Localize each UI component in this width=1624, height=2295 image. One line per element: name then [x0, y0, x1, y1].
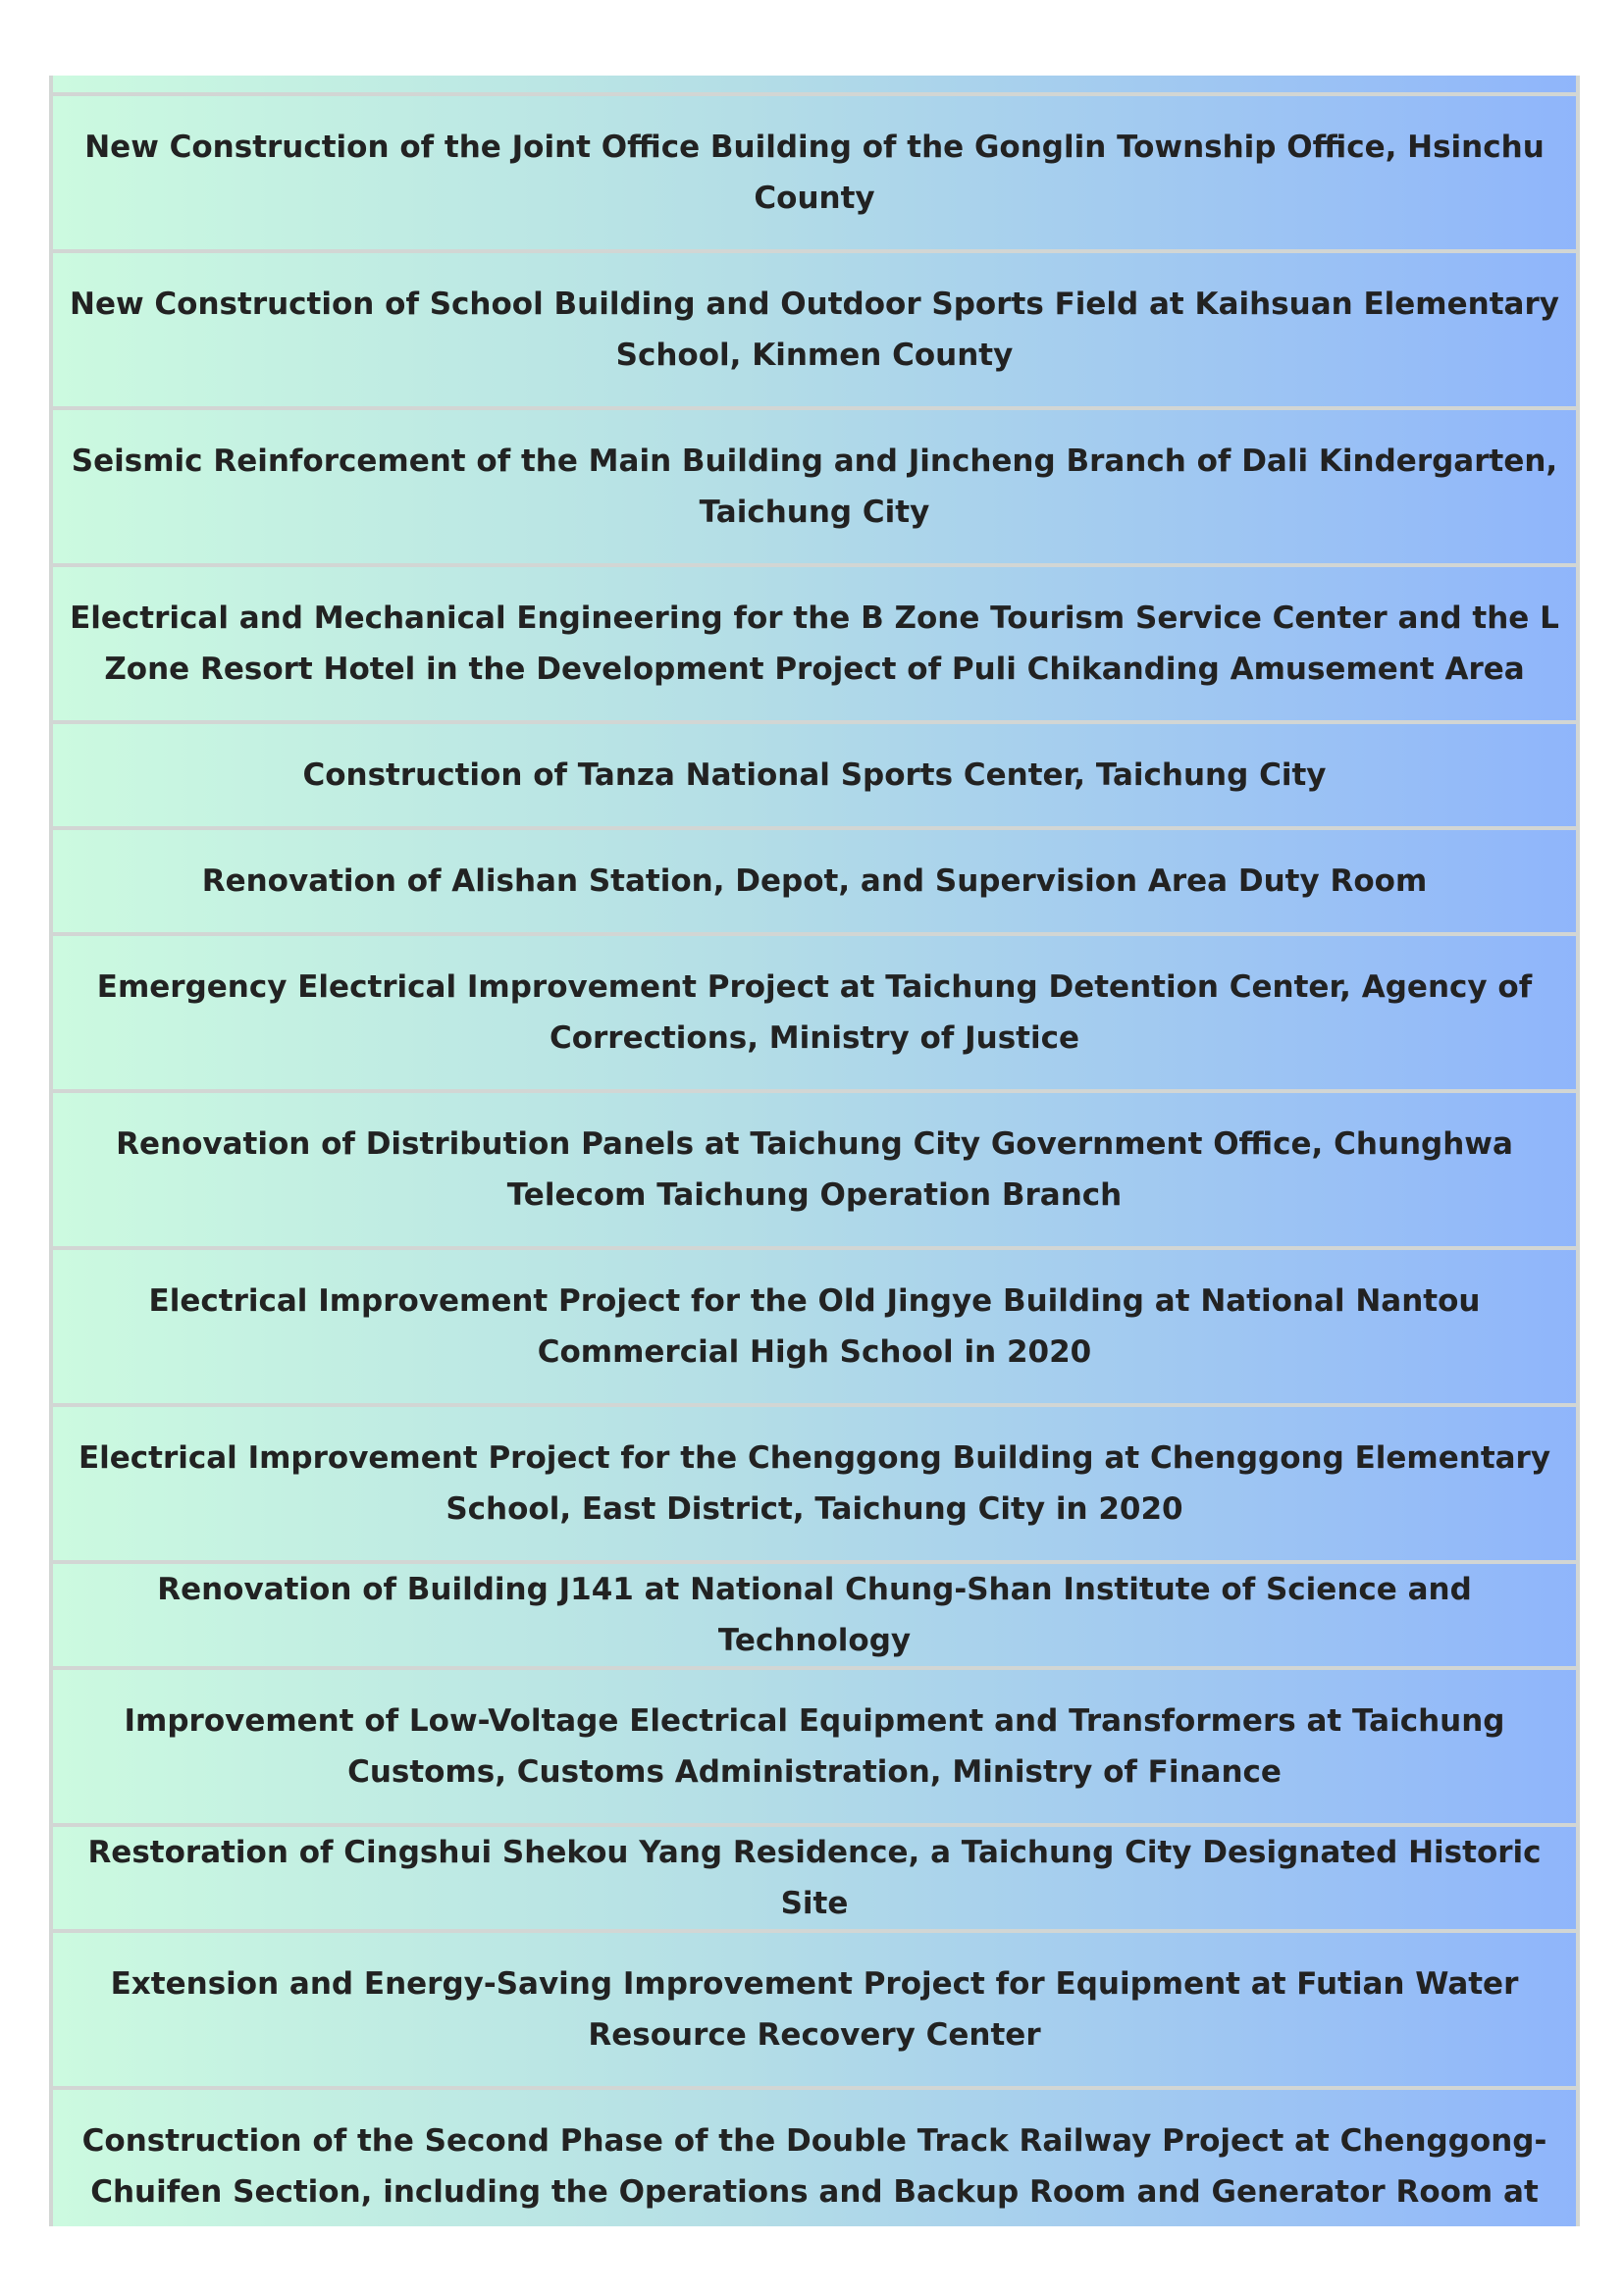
table-row [53, 567, 1576, 724]
table-row [53, 1933, 1576, 2090]
table-row [53, 410, 1576, 567]
project-name: Extension and Energy-Saving Improvement Project for Equipment at Futian Water Resource Recovery Center [110, 1966, 1519, 2053]
table-row [53, 1670, 1576, 1827]
table-row [53, 253, 1576, 410]
table-row [53, 1827, 1576, 1933]
project-name: Construction of Tanza National Sports Center, Taichung City [302, 757, 1327, 793]
table-row [53, 830, 1576, 936]
table-row [53, 2090, 1576, 2226]
project-name: Improvement of Low-Voltage Electrical Equipment and Transformers at Taichung Customs, Customs Administration, Ministry of Finance [124, 1703, 1505, 1790]
project-name: Electrical Improvement Project for the Old Jingye Building at National Nantou Commercial High School in 2020 [148, 1283, 1481, 1370]
table-row [53, 1093, 1576, 1250]
table-row [53, 96, 1576, 253]
project-name: Renovation of Alishan Station, Depot, and Supervision Area Duty Room [201, 863, 1428, 899]
project-name: Emergency Electrical Improvement Project at Taichung Detention Center, Agency of Corrections, Ministry of Justice [96, 969, 1533, 1056]
project-name: Electrical Improvement Project for the Chenggong Building at Chenggong Elementary School, East District, Taichung City in 2020 [78, 1440, 1551, 1527]
table-row [53, 1250, 1576, 1407]
table-row [53, 1564, 1576, 1670]
table-row [53, 724, 1576, 830]
project-name: Electrical and Mechanical Engineering for the B Zone Tourism Service Center and the L Zone Resort Hotel in the Development Project of Puli Chikanding Amusement Area [70, 600, 1559, 687]
project-name: New Construction of the Joint Office Building of the Gonglin Township Office, Hsinchu County [84, 130, 1545, 216]
project-name: New Construction of School Building and Outdoor Sports Field at Kaihsuan Elementary School, Kinmen County [70, 287, 1559, 373]
table-top-border [53, 76, 1576, 96]
project-name: Renovation of Distribution Panels at Taichung City Government Office, Chunghwa Telecom Taichung Operation Branch [116, 1126, 1513, 1213]
project-name: Renovation of Building J141 at National Chung-Shan Institute of Science and Technology [157, 1572, 1472, 1658]
table-row [53, 1407, 1576, 1564]
project-name: Seismic Reinforcement of the Main Building and Jincheng Branch of Dali Kindergarten, Taichung City [71, 443, 1558, 530]
table-row [53, 936, 1576, 1093]
project-name: Restoration of Cingshui Shekou Yang Residence, a Taichung City Designated Historic Site [87, 1835, 1542, 1921]
project-name: Construction of the Second Phase of the Double Track Railway Project at Chenggong-Chuifen Section, including the Operations and Backup Room and Generator Room at [81, 2123, 1547, 2210]
project-table [49, 76, 1580, 2226]
